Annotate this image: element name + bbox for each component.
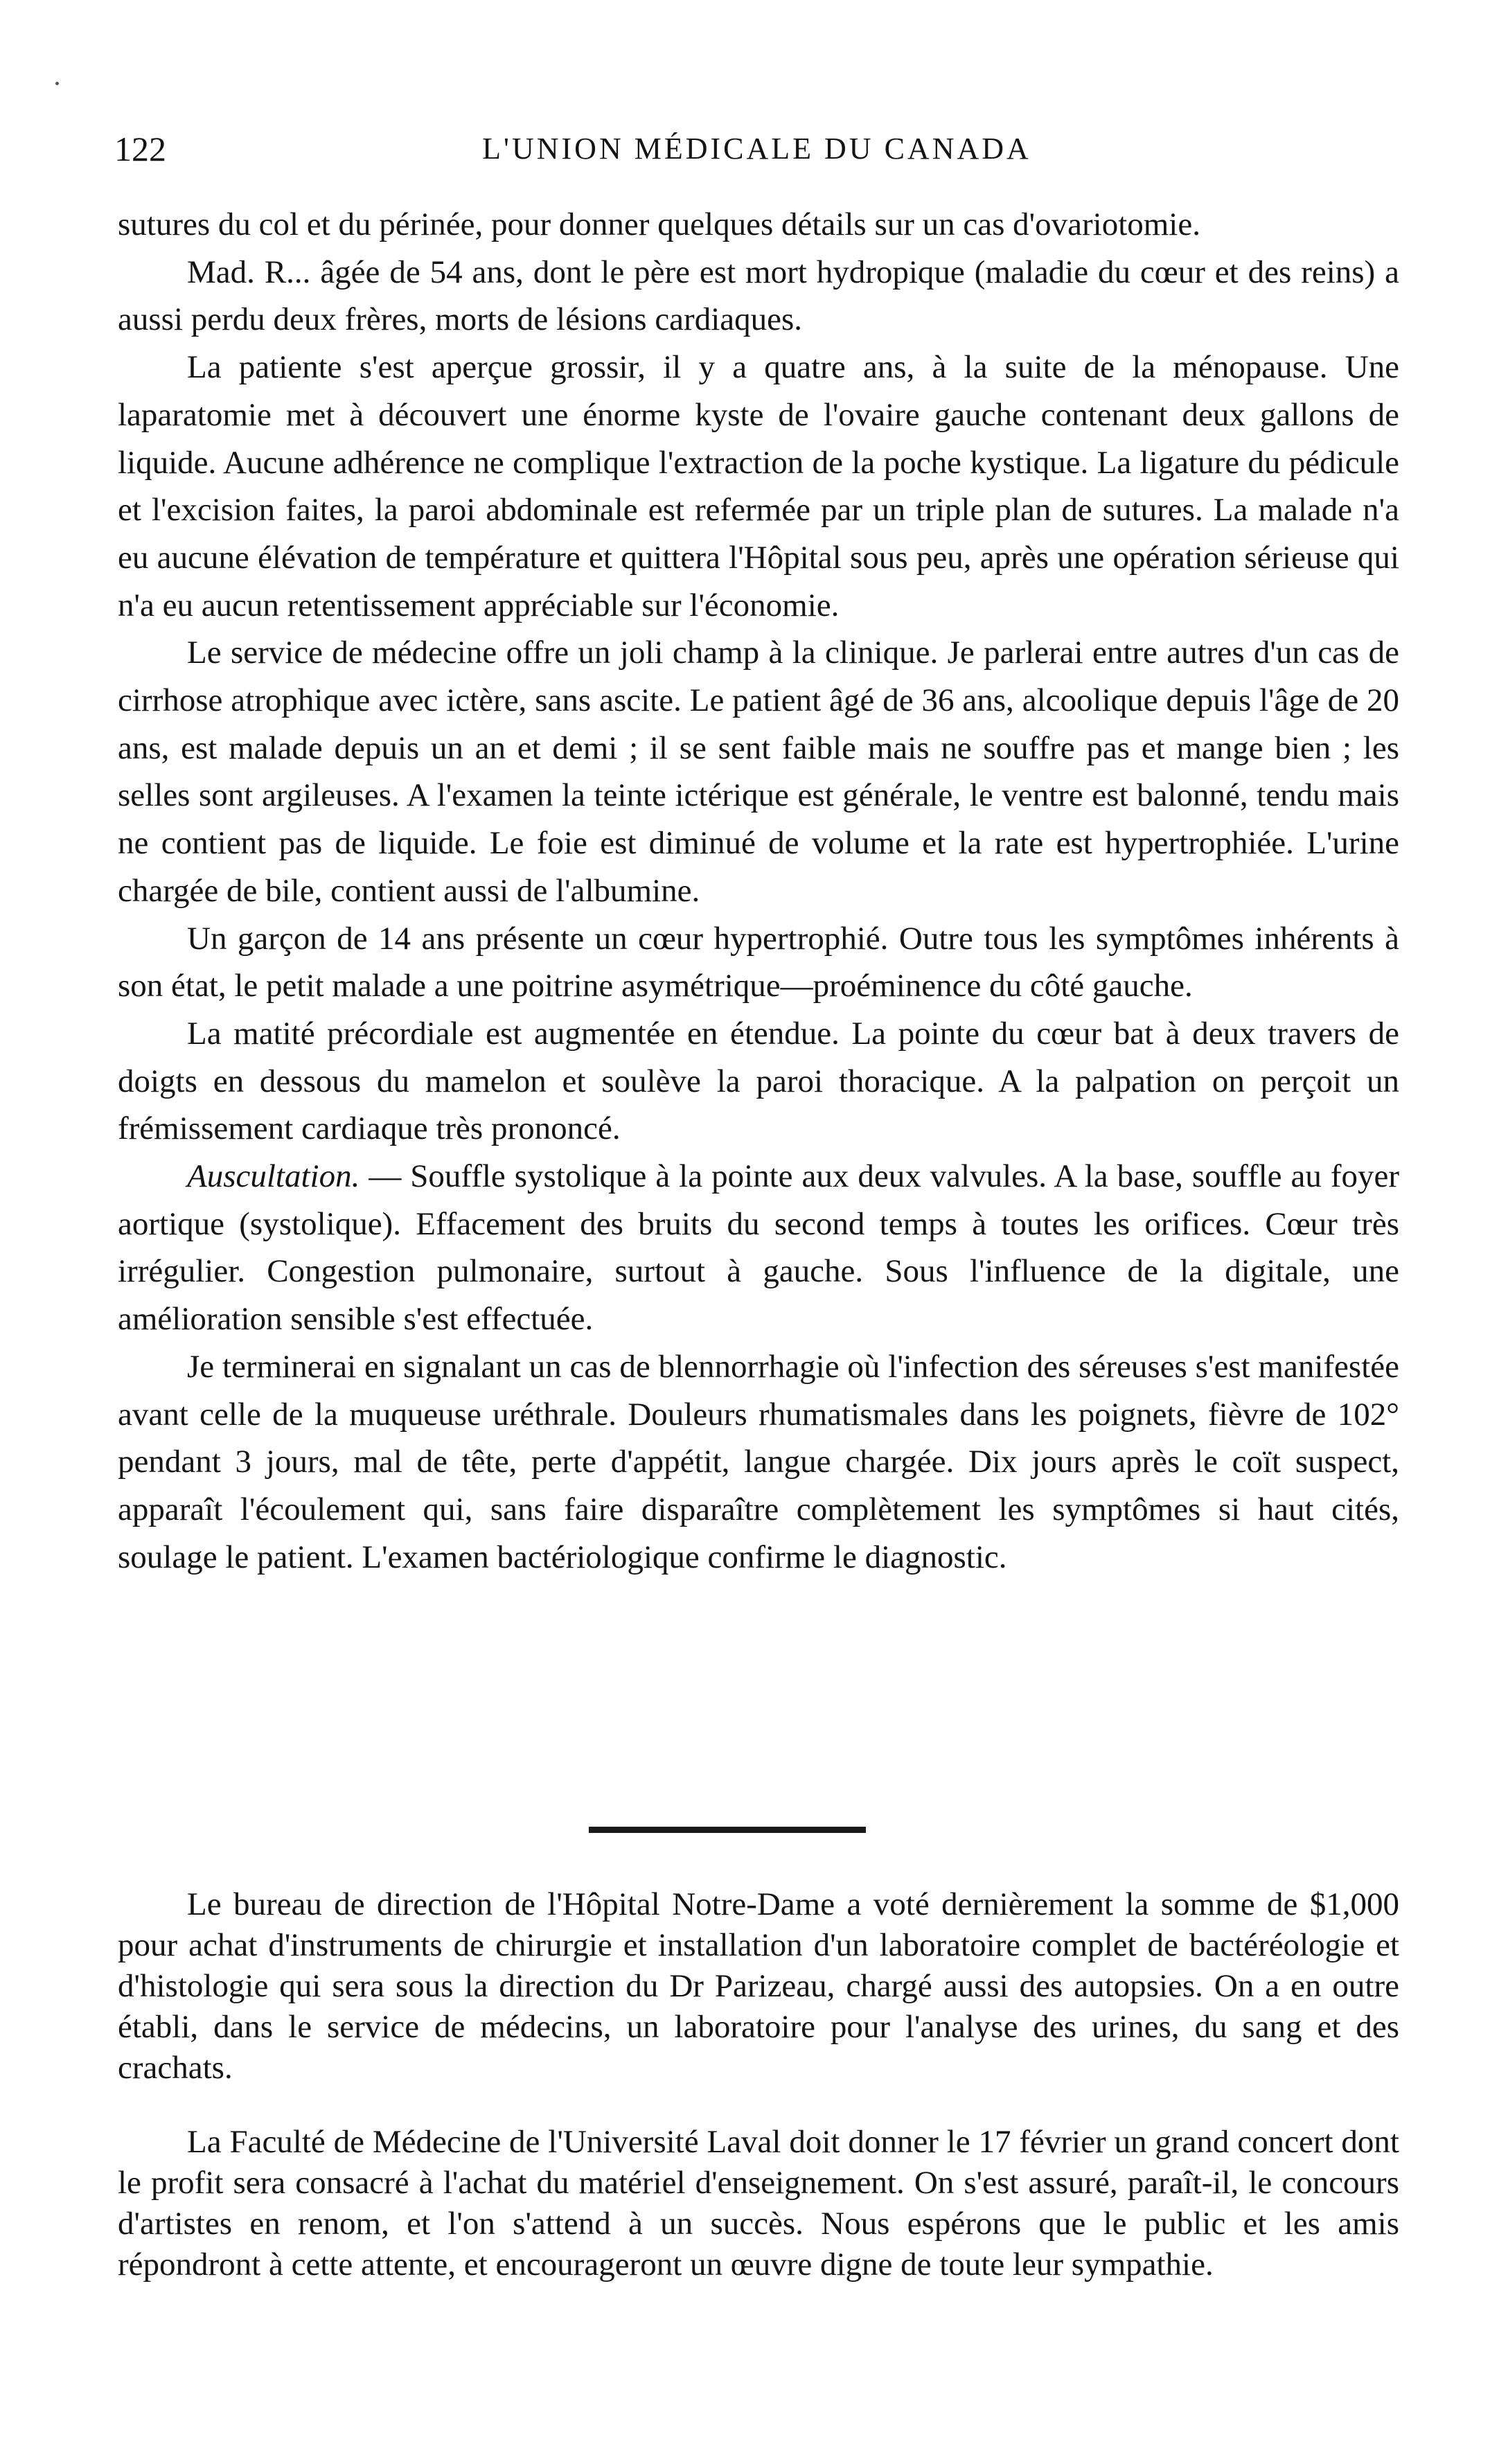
section-divider xyxy=(589,1827,866,1833)
paragraph-continuation: sutures du col et du périnée, pour donner quelques détails sur un cas d'ovariotomie. xyxy=(118,206,1200,242)
notice-hopital-notre-dame: Le bureau de direction de l'Hôpital Notre-Dame a voté dernièrement la somme de $1,000 pour achat d'instruments de chirurgie et installation d'un laboratoire complet de bactéréologie et d'histologie qui sera sous la direction du Dr Parizeau, chargé aussi des autopsies. On a en outre établi, dans le service de médecins, un laboratoire pour l'analyse des urines, du sang et des crachats. xyxy=(118,1886,1399,2086)
news-notices xyxy=(118,1884,1399,2285)
paragraph-hypertrophy-case: Un garçon de 14 ans présente un cœur hypertrophié. Outre tous les symptômes inhérents à son état, le petit malade a une poitrine asymétrique—proéminence du côté gauche. xyxy=(118,920,1399,1004)
paragraph-auscultation xyxy=(118,1153,1399,1343)
auscultation-text: — Souffle systolique à la pointe aux deux valvules. A la base, souffle au foyer aortique (systolique). Effacement des bruits du second temps à toutes les orifices. Cœur très irrégulier. Congestion pulmonaire, surtout à gauche. Sous l'influence de la digitale, une amélioration sensible s'est effectuée. xyxy=(118,1158,1399,1338)
article-body xyxy=(118,201,1399,1581)
notice-universite-laval: La Faculté de Médecine de l'Université Laval doit donner le 17 février un grand concert dont le profit sera consacré à l'achat du matériel d'enseignement. On s'est assuré, paraît-il, le concours d'artistes en renom, et l'on s'attend à un succès. Nous espérons que le public et les amis répondront à cette attente, et encourageront un œuvre digne de toute leur sympathie. xyxy=(118,2124,1399,2283)
auscultation-label: Auscultation. xyxy=(187,1158,360,1195)
paragraph-blennorrhagia-case: Je terminerai en signalant un cas de blennorrhagie où l'infection des séreuses s'est manifestée avant celle de la muqueuse uréthrale. Douleurs rhumatismales dans les poignets, fièvre de 102° pendant 3 jours, mal de tête, perte d'appétit, langue chargée. Dix jours après le coït suspect, apparaît l'écoulement qui, sans faire disparaître complètement les symptômes si haut cités, soulage le patient. L'examen bactériologique confirme le diagnostic. xyxy=(118,1348,1399,1575)
page-number: 122 xyxy=(114,130,166,168)
running-head: L'UNION MÉDICALE DU CANADA xyxy=(482,132,1031,166)
print-speck xyxy=(55,82,59,85)
paragraph-matite: La matité précordiale est augmentée en étendue. La pointe du cœur bat à deux travers de doigts en dessous du mamelon et soulève la paroi thoracique. A la palpation on perçoit un frémissement cardiaque très prononcé. xyxy=(118,1015,1399,1147)
paragraph-patient-history: Mad. R... âgée de 54 ans, dont le père est mort hydropique (maladie du cœur et des reins) a aussi perdu deux frères, morts de lésions cardiaques. xyxy=(118,254,1399,338)
paragraph-laparatomy: La patiente s'est aperçue grossir, il y a quatre ans, à la suite de la ménopause. Une laparatomie met à découvert une énorme kyste de l'ovaire gauche contenant deux gallons de liquide. Aucune adhérence ne complique l'extraction de la poche kystique. La ligature du pédicule et l'excision faites, la paroi abdominale est refermée par un triple plan de sutures. La malade n'a eu aucune élévation de température et quittera l'Hôpital sous peu, après une opération sérieuse qui n'a eu aucun retentissement appréciable sur l'économie. xyxy=(118,349,1399,623)
paragraph-cirrhosis-case: Le service de médecine offre un joli champ à la clinique. Je parlerai entre autres d'un cas de cirrhose atrophique avec ictère, sans ascite. Le patient âgé de 36 ans, alcoolique depuis l'âge de 20 ans, est malade depuis un an et demi ; il se sent faible mais ne souffre pas et mange bien ; les selles sont argileuses. A l'examen la teinte ictérique est générale, le ventre est balonné, tendu mais ne contient pas de liquide. Le foie est diminué de volume et la rate est hypertrophiée. L'urine chargée de bile, contient aussi de l'albumine. xyxy=(118,635,1399,909)
page-header xyxy=(114,125,1399,173)
